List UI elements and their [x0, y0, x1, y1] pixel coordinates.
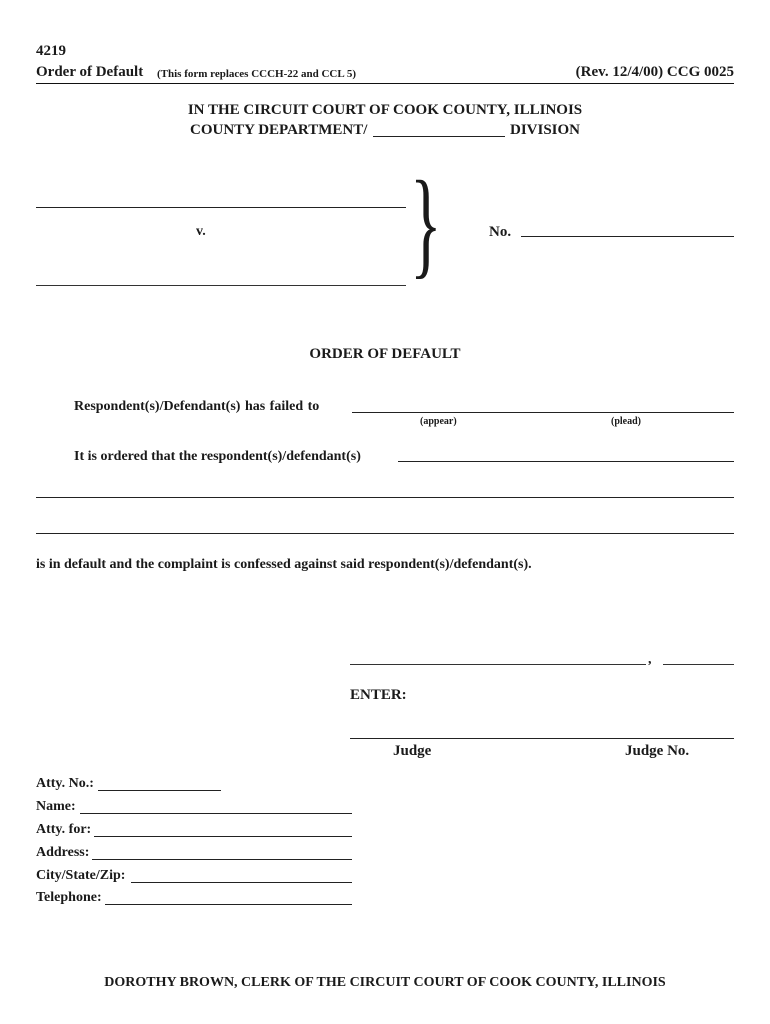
division-label: DIVISION	[510, 122, 581, 138]
caption-brace: }	[410, 156, 442, 289]
atty-for-field[interactable]	[94, 836, 352, 837]
atty-no-label: Atty. No.:	[36, 776, 94, 791]
case-number-label: No.	[489, 224, 512, 240]
case-number-field[interactable]	[521, 236, 734, 237]
header-rule	[36, 83, 734, 84]
appear-label: (appear)	[420, 416, 457, 427]
default-statement: is in default and the complaint is confessed against said respondent(s)/defendant(s).	[36, 557, 532, 572]
atty-for-label: Atty. for:	[36, 822, 92, 837]
address-label: Address:	[36, 845, 90, 860]
judge-label: Judge	[393, 743, 432, 759]
revision-code: (Rev. 12/4/00) CCG 0025	[575, 64, 734, 80]
ordered-label: It is ordered that the respondent(s)/defendant(s)	[74, 449, 361, 464]
plaintiff-field[interactable]	[36, 207, 406, 208]
city-state-zip-field[interactable]	[131, 882, 352, 883]
failed-to-label: Respondent(s)/Defendant(s) has failed to	[74, 399, 320, 414]
order-continuation-line-2[interactable]	[36, 533, 734, 534]
department-label: COUNTY DEPARTMENT/	[190, 122, 368, 138]
city-state-zip-label: City/State/Zip:	[36, 868, 126, 883]
clerk-footer: DOROTHY BROWN, CLERK OF THE CIRCUIT COURT OF COOK COUNTY, ILLINOIS	[104, 975, 666, 990]
telephone-label: Telephone:	[36, 890, 102, 905]
judge-number-label: Judge No.	[625, 743, 690, 759]
name-label: Name:	[36, 799, 76, 814]
address-field[interactable]	[92, 859, 352, 860]
plead-label: (plead)	[611, 416, 641, 427]
date-field[interactable]	[350, 664, 646, 665]
year-field[interactable]	[663, 664, 734, 665]
date-comma: ,	[648, 652, 652, 667]
ordered-field[interactable]	[398, 461, 734, 462]
division-field[interactable]	[373, 136, 505, 137]
name-field[interactable]	[80, 813, 352, 814]
enter-label: ENTER:	[350, 687, 407, 703]
form-title: Order of Default	[36, 64, 144, 80]
court-heading: IN THE CIRCUIT COURT OF COOK COUNTY, ILLINOIS	[187, 102, 583, 118]
form-number: 4219	[36, 43, 66, 59]
versus-label: v.	[196, 224, 206, 239]
atty-no-field[interactable]	[98, 790, 221, 791]
order-continuation-line-1[interactable]	[36, 497, 734, 498]
failed-to-field[interactable]	[352, 412, 734, 413]
replaces-note: (This form replaces CCCH-22 and CCL 5)	[157, 68, 357, 80]
defendant-field[interactable]	[36, 285, 406, 286]
telephone-field[interactable]	[105, 904, 352, 905]
order-title: ORDER OF DEFAULT	[309, 346, 461, 362]
judge-signature-field[interactable]	[350, 738, 734, 739]
